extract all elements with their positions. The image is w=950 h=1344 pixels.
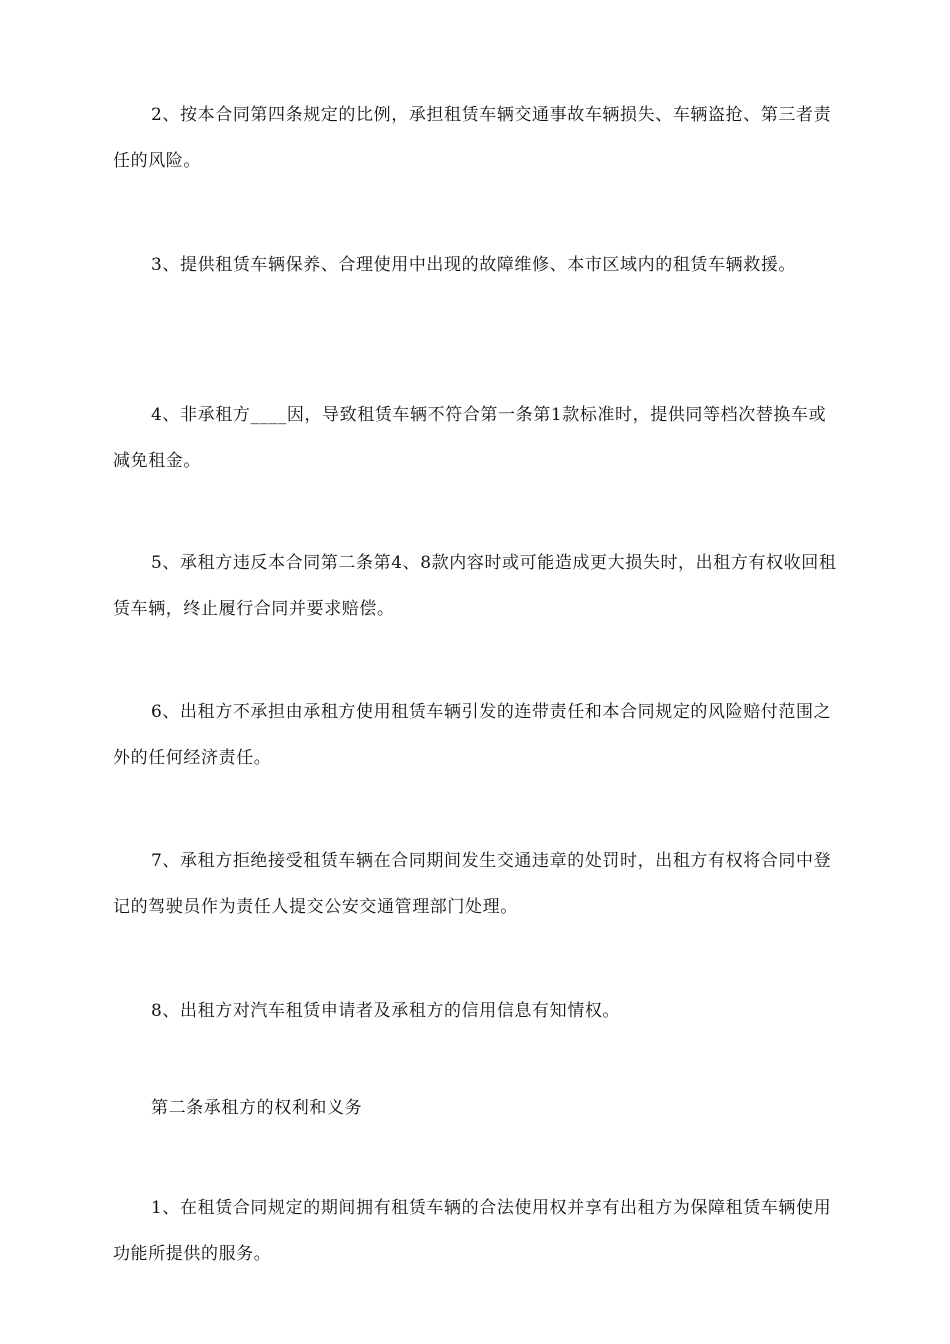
clause-8-paragraph: 8、出租方对汽车租赁申请者及承租方的信用信息有知情权。 bbox=[151, 1001, 621, 1021]
lessee-clause-1-paragraph: 1、在租赁合同规定的期间拥有租赁车辆的合法使用权并享有出租方为保障租赁车辆使用功能所提供的服务。 bbox=[113, 1198, 832, 1264]
clause-7-paragraph: 7、承租方拒绝接受租赁车辆在合同期间发生交通违章的处罚时，出租方有权将合同中登记的驾驶员作为责任人提交公安交通管理部门处理。 bbox=[113, 851, 832, 917]
clause-2-paragraph: 2、按本合同第四条规定的比例，承担租赁车辆交通事故车辆损失、车辆盗抢、第三者责任的风险。 bbox=[113, 105, 832, 171]
clause-6-paragraph: 6、出租方不承担由承租方使用租赁车辆引发的连带责任和本合同规定的风险赔付范围之外的任何经济责任。 bbox=[113, 702, 832, 768]
clause-4-paragraph: 4、非承租方____因，导致租赁车辆不符合第一条第1款标准时，提供同等档次替换车或减免租金。 bbox=[113, 405, 827, 471]
clause-5-paragraph: 5、承租方违反本合同第二条第4、8款内容时或可能造成更大损失时，出租方有权收回租赁车辆，终止履行合同并要求赔偿。 bbox=[113, 553, 837, 619]
clause-3-paragraph: 3、提供租赁车辆保养、合理使用中出现的故障维修、本市区域内的租赁车辆救援。 bbox=[151, 255, 797, 275]
section-heading: 第二条承租方的权利和义务 bbox=[151, 1098, 363, 1118]
